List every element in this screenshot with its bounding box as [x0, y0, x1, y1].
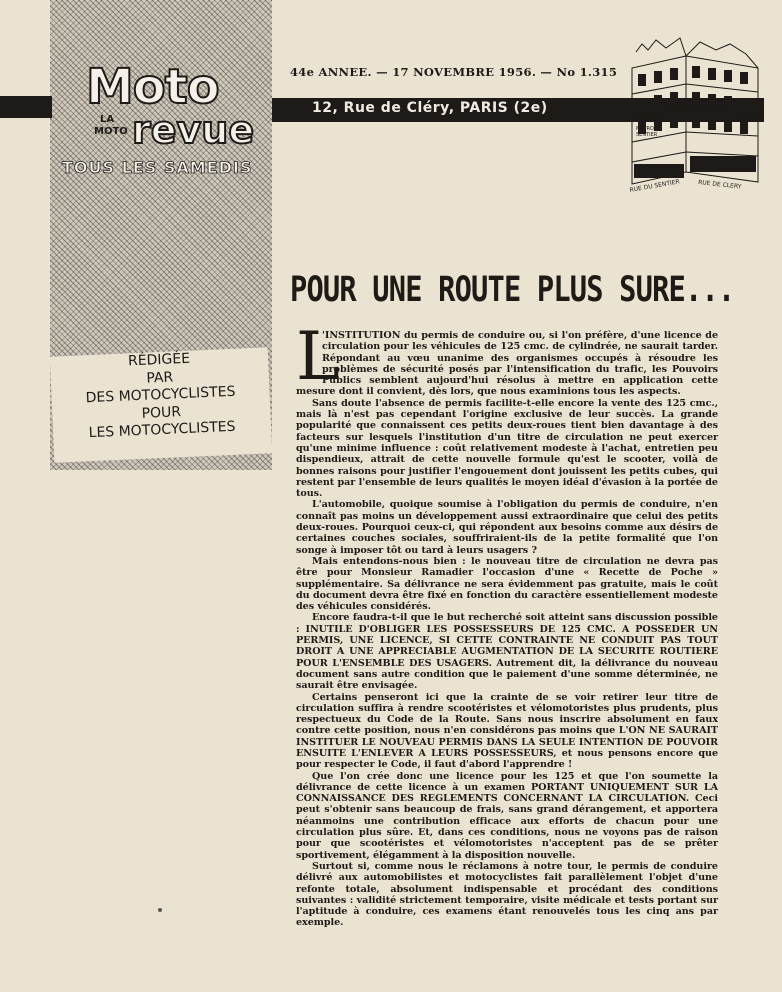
redigee-box	[50, 347, 272, 462]
sign-metro: METRO	[636, 126, 654, 132]
sign-sentier: SENTIER	[636, 132, 658, 138]
logo-moto-small: MOTO	[94, 126, 128, 137]
street-sentier: RUE DU SENTIER	[629, 178, 681, 194]
redigee-line: POUR	[141, 403, 182, 422]
building-engraving-svg	[626, 34, 762, 194]
article-paragraph: L'automobile, quoique soumise à l'obligation du permis de conduire, n'en connaît pas moins un développement aussi extraordinaire que celui des petits deux-roues. Pourquoi ceux-ci, qui répondent aux besoins comme aux désirs de certaines couches sociales, souffriraient-ils de la petite formalité que l'on songe à imposer tôt ou tard à leurs usagers ?	[296, 499, 718, 556]
paper-speck	[158, 908, 162, 912]
address-line: 12, Rue de Cléry, PARIS (2e)	[312, 100, 548, 116]
article-paragraph: Encore faudra-t-il que le but recherché soit atteint sans discussion possible : INUTILE D'OBLIGER LES POSSESSEURS DE 125 CMC. A POSSEDER UN PERMIS, UNE LICENCE, SI CETTE CONTRAINTE NE CONDUIT PAS TOUT DROIT A UNE APPRECIABLE AUGMENTATION DE LA SECURITE ROUTIERE POUR L'ENSEMBLE DES USAGERS. Autrement dit, la délivrance du nouveau document sans autre condition que le paiement d'une somme déterminée, ne saurait être envisagée.	[296, 612, 718, 692]
redigee-line: PAR	[146, 368, 174, 387]
masthead-tagline: TOUS LES SAMEDIS	[62, 158, 253, 177]
logo-moto: Moto	[86, 59, 219, 115]
redigee-line: LES MOTOCYCLISTES	[88, 418, 236, 442]
redigee-line: DES MOTOCYCLISTES	[85, 383, 236, 407]
article-headline: POUR UNE ROUTE PLUS SURE...	[290, 270, 735, 310]
street-clery: RUE DE CLERY	[697, 179, 742, 191]
redigee-line: RÉDIGÉE	[127, 350, 191, 370]
black-band-left	[0, 96, 52, 118]
drop-cap: L	[296, 318, 340, 395]
article-paragraph: Mais entendons-nous bien : le nouveau titre de circulation ne devra pas être pour Monsieur Ramadier l'occasion d'une « Recette de Poche » supplémentaire. Sa délivrance ne sera évidemment pas gratuite, mais le coût du document devra être fixé en fonction du caractère essentiellement modeste des véhicules considérés.	[296, 555, 718, 613]
building-engraving-icon	[626, 34, 762, 194]
article-body	[296, 330, 718, 929]
article-paragraph: Que l'on crée donc une licence pour les 125 et que l'on soumette la délivrance de cette licence à un examen PORTANT UNIQUEMENT SUR LA CONNAISSANCE DES REGLEMENTS CONCERNANT LA CIRCULATION. Ceci peut s'obtenir sans beaucoup de frais, sans grand dérangement, et apportera néanmoins une contribution efficace aux efforts de chacun pour une circulation plus sûre. Et, dans ces conditions, nous ne voyons pas de raison pour que scootéristes et vélomotoristes n'acceptent pas de se prêter sportivement, élégamment à la disposition nouvelle.	[296, 770, 718, 861]
logo-revue: revue	[132, 108, 255, 152]
issue-line: 44e ANNEE. — 17 NOVEMBRE 1956. — No 1.315	[290, 65, 618, 79]
article-paragraph: 'INSTITUTION du permis de conduire ou, si l'on préfère, d'une licence de circulation pour les véhicules de 125 cmc. de cylindrée, ne saurait tarder. Répondant au vœu unanime des organismes occupés à résoudre les problèmes de sécurité posés par l'intensification du trafic, les Pouvoirs Publics semblent aujourd'hui résolus à mettre en application cette mesure dont il convient, dès lors, que nous examinions tous les aspects.	[296, 330, 718, 398]
article-paragraph: Certains penseront ici que la crainte de se voir retirer leur titre de circulation suffira à rendre scootéristes et vélomotoristes plus prudents, plus respectueux du Code de la Route. Sans nous inscrire absolument en faux contre cette position, nous n'en considérons pas moins que L'ON NE SAURAIT INSTITUER LE NOUVEAU PERMIS DANS LA SEULE INTENTION DE POUVOIR ENSUITE L'ENLEVER A LEURS POSSESSEURS, et nous pensons encore que pour respecter le Code, il faut d'abord l'apprendre !	[296, 691, 718, 771]
logo-la: LA	[100, 114, 115, 125]
article-paragraph: Sans doute l'absence de permis facilite-t-elle encore la vente des 125 cmc., mais là n'est pas cependant l'origine exclusive de leur succès. La grande popularité que connaissent ces petits deux-roues tient bien davantage à des facteurs sur lesquels l'institution d'un titre de circulation ne peut exercer qu'une minime influence : coût relativement modeste à l'achat, entretien peu dispendieux, attrait de cette nouvelle formule qu'est le scooter, voilà de bonnes raisons pour justifier l'engouement dont jouissent les petits cubes, qui restent par l'ensemble de leurs qualités le moyen idéal d'évasion à la portée de tous.	[296, 397, 718, 500]
article-paragraph: Surtout si, comme nous le réclamons à notre tour, le permis de conduire délivré aux automobilistes et motocyclistes fait parallèlement l'objet d'une refonte totale, absolument indispensable et procédant des conditions suivantes : validité strictement temporaire, visite médicale et tests portant sur l'aptitude à conduire, ces examens étant renouvelés tous les cinq ans par exemple.	[296, 860, 718, 929]
